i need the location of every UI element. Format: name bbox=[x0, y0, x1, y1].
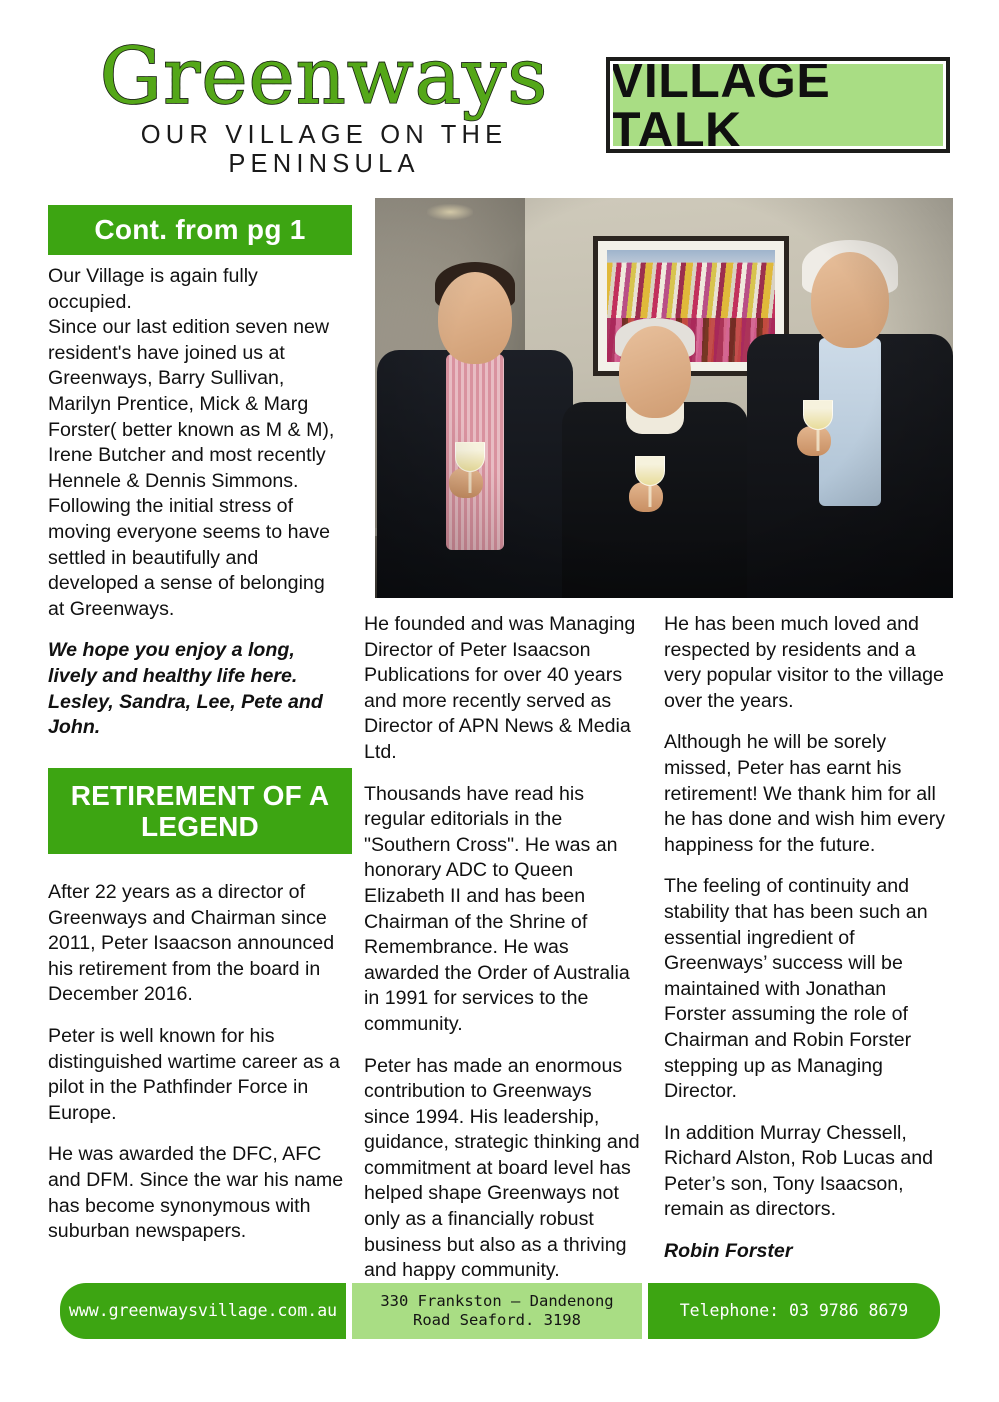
footer-telephone-label: Telephone: 03 9786 8679 bbox=[679, 1300, 909, 1320]
paragraph: After 22 years as a director of Greenways and Chairman since 2011, Peter Isaacson announced his retirement from the board in December 2016. bbox=[48, 881, 335, 1006]
village-talk-badge bbox=[606, 52, 950, 158]
paragraph: Our Village is again fully occupied. bbox=[48, 265, 258, 313]
paragraph: He was awarded the DFC, AFC and DFM. Since the war his name has become synonymous with suburban newspapers. bbox=[48, 1143, 344, 1243]
footer-website[interactable] bbox=[60, 1283, 346, 1339]
column-three bbox=[664, 612, 946, 1265]
paragraph: Although he will be sorely missed, Peter has earnt his retirement! We thank him for all he has done and wish him every happiness for the future. bbox=[664, 731, 946, 856]
footer-telephone bbox=[648, 1283, 940, 1339]
feature-photo bbox=[375, 198, 953, 598]
paragraph: He founded and was Managing Director of Peter Isaacson Publications for over 40 years and more recently served as Director of APN News & Media Ltd. bbox=[364, 613, 636, 763]
village-talk-label: VILLAGE TALK bbox=[610, 52, 831, 158]
column-two bbox=[364, 612, 642, 1284]
paragraph: In addition Murray Chessell, Richard Alston, Rob Lucas and Peter’s son, Tony Isaacson, remain as directors. bbox=[664, 1121, 934, 1221]
brand-block bbox=[48, 32, 600, 179]
section-header-retirement-label: RETIREMENT OF A LEGEND bbox=[70, 779, 330, 842]
footer-website-label: www.greenwaysvillage.com.au bbox=[68, 1300, 338, 1320]
section-header-retirement bbox=[48, 768, 352, 854]
paragraph: He has been much loved and respected by residents and a very popular visitor to the village over the years. bbox=[664, 613, 944, 712]
section-header-continued bbox=[48, 205, 352, 255]
intro-signoff: We hope you enjoy a long, lively and healthy life here. Lesley, Sandra, Lee, Pete and John. bbox=[48, 639, 323, 739]
paragraph: Peter has made an enormous contribution to Greenways since 1994. His leadership, guidance, strategic thinking and commitment at board level has helped shape Greenways not only as a financially robust business but also as a thriving and happy community. bbox=[364, 1054, 640, 1282]
brand-title: Greenways bbox=[48, 40, 600, 115]
brand-tagline: OUR VILLAGE ON THE PENINSULA bbox=[140, 120, 508, 178]
photo-vignette bbox=[375, 198, 953, 598]
column-one-intro bbox=[48, 264, 344, 741]
article-byline: Robin Forster bbox=[664, 1240, 793, 1263]
column-one-retirement bbox=[48, 880, 344, 1245]
paragraph: The feeling of continuity and stability that has been such an essential ingredient of Greenways’ success will be maintained with Jonathan Forster assuming the role of Chairman and Robin Forster stepping up as Managing Director. bbox=[664, 875, 928, 1103]
paragraph: Since our last edition seven new resident's have joined us at Greenways, Barry Sullivan, Marilyn Prentice, Mick & Marg Forster( better known as M & M), Irene Butcher and most recently Hennele & Dennis Simmons. Following the initial stress of moving everyone seems to have settled in beautifully and developed a sense of belonging at Greenways. bbox=[48, 316, 335, 620]
footer bbox=[0, 1283, 999, 1339]
paragraph: Thousands have read his regular editorials in the "Southern Cross". He was an honorary ADC to Queen Elizabeth II and has been Chairman of the Shrine of Remembrance. He was awarded the Order of Australia in 1991 for services to the community. bbox=[364, 782, 630, 1035]
footer-address-label: 330 Frankston – Dandenong Road Seaford. 3198 bbox=[380, 1292, 614, 1329]
masthead bbox=[0, 0, 999, 182]
section-header-continued-label: Cont. from pg 1 bbox=[94, 214, 306, 246]
paragraph: Peter is well known for his distinguished wartime career as a pilot in the Pathfinder Force in Europe. bbox=[48, 1024, 340, 1124]
footer-address bbox=[352, 1283, 642, 1339]
